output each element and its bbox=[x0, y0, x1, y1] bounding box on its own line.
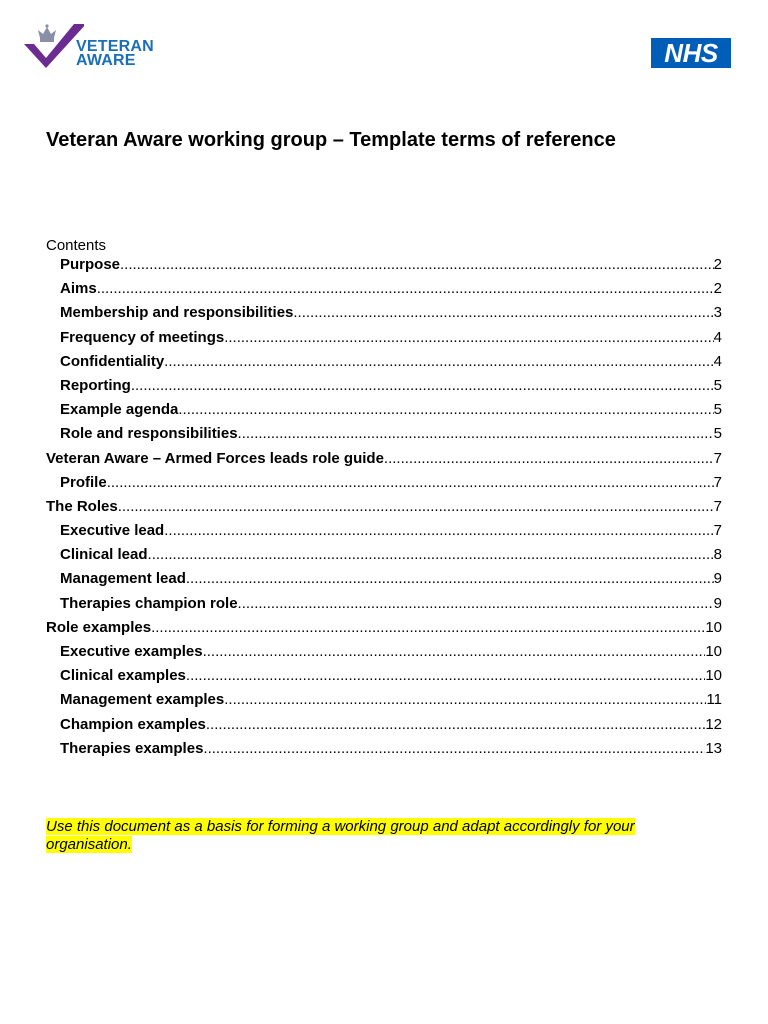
toc-page-number: 9 bbox=[713, 594, 722, 612]
toc-page-number: 4 bbox=[713, 352, 722, 370]
table-of-contents bbox=[46, 255, 722, 763]
veteran-aware-wordmark bbox=[76, 40, 154, 68]
toc-page-number: 5 bbox=[713, 376, 722, 394]
toc-entry[interactable] bbox=[46, 473, 722, 497]
toc-entry[interactable] bbox=[46, 424, 722, 448]
toc-leader-dots bbox=[120, 255, 714, 275]
toc-page-number: 4 bbox=[713, 328, 722, 346]
toc-entry-label: Champion examples bbox=[60, 715, 206, 733]
toc-entry[interactable] bbox=[46, 594, 722, 618]
toc-page-number: 9 bbox=[713, 570, 722, 588]
toc-entry[interactable] bbox=[46, 352, 722, 376]
toc-entry-label: Membership and responsibilities bbox=[60, 304, 294, 322]
highlighted-note-text: Use this document as a basis for forming a working group and adapt accordingly for your organisation. bbox=[46, 818, 635, 853]
toc-leader-dots bbox=[238, 594, 714, 614]
toc-entry-label: Reporting bbox=[60, 376, 131, 394]
toc-entry[interactable] bbox=[46, 376, 722, 400]
toc-entry[interactable] bbox=[46, 279, 722, 303]
toc-entry[interactable] bbox=[46, 328, 722, 352]
toc-entry-label: Executive lead bbox=[60, 522, 165, 540]
toc-page-number: 13 bbox=[705, 739, 722, 757]
toc-entry[interactable] bbox=[46, 400, 722, 424]
toc-leader-dots bbox=[384, 449, 714, 469]
toc-leader-dots bbox=[118, 497, 714, 517]
toc-leader-dots bbox=[186, 666, 705, 686]
toc-entry[interactable] bbox=[46, 618, 722, 642]
toc-entry-label: The Roles bbox=[46, 497, 118, 515]
toc-entry[interactable] bbox=[46, 642, 722, 666]
toc-entry-label: Management lead bbox=[60, 570, 186, 588]
toc-entry[interactable] bbox=[46, 739, 722, 763]
veteran-aware-line1: VETERAN bbox=[76, 38, 154, 55]
instruction-note bbox=[46, 818, 686, 854]
toc-entry[interactable] bbox=[46, 497, 722, 521]
toc-page-number: 2 bbox=[713, 256, 722, 273]
toc-entry-label: Clinical lead bbox=[60, 546, 148, 564]
toc-entry-label: Role examples bbox=[46, 618, 152, 636]
toc-entry[interactable] bbox=[46, 303, 722, 327]
toc-leader-dots bbox=[131, 376, 714, 396]
toc-leader-dots bbox=[293, 303, 713, 323]
toc-page-number: 2 bbox=[713, 280, 722, 298]
toc-leader-dots bbox=[107, 473, 714, 493]
toc-page-number: 10 bbox=[705, 667, 722, 685]
toc-entry[interactable] bbox=[46, 545, 722, 569]
toc-leader-dots bbox=[178, 400, 713, 420]
toc-leader-dots bbox=[203, 642, 706, 662]
toc-leader-dots bbox=[224, 690, 706, 710]
toc-entry[interactable] bbox=[46, 666, 722, 690]
toc-entry-label: Role and responsibilities bbox=[60, 425, 238, 443]
toc-page-number: 12 bbox=[705, 715, 722, 733]
toc-leader-dots bbox=[97, 279, 714, 299]
veteran-aware-logo bbox=[24, 20, 164, 70]
contents-heading: Contents bbox=[46, 237, 107, 254]
toc-entry[interactable] bbox=[46, 449, 722, 473]
toc-leader-dots bbox=[186, 569, 714, 589]
toc-entry-label: Frequency of meetings bbox=[60, 328, 225, 346]
toc-page-number: 10 bbox=[705, 643, 722, 660]
nhs-logo: NHS bbox=[651, 38, 731, 68]
toc-leader-dots bbox=[164, 352, 713, 372]
toc-entry-label: Management examples bbox=[60, 691, 225, 709]
toc-entry-label: Veteran Aware – Armed Forces leads role guide bbox=[46, 449, 384, 467]
toc-leader-dots bbox=[164, 521, 713, 541]
checkmark-crown-icon bbox=[24, 20, 84, 70]
veteran-aware-line2: AWARE bbox=[76, 52, 136, 69]
toc-leader-dots bbox=[224, 328, 713, 348]
toc-entry-label: Therapies examples bbox=[60, 739, 204, 757]
toc-entry[interactable] bbox=[46, 255, 722, 279]
toc-page-number: 8 bbox=[713, 546, 722, 564]
toc-entry-label: Profile bbox=[60, 473, 107, 491]
toc-page-number: 10 bbox=[705, 618, 722, 636]
toc-entry[interactable] bbox=[46, 690, 722, 714]
toc-page-number: 7 bbox=[713, 497, 722, 515]
toc-page-number: 7 bbox=[713, 449, 722, 467]
document-title: Veteran Aware working group – Template terms of reference bbox=[46, 129, 616, 151]
toc-entry-label: Example agenda bbox=[60, 401, 179, 419]
toc-entry-label: Executive examples bbox=[60, 643, 203, 660]
toc-leader-dots bbox=[151, 618, 705, 638]
toc-page-number: 7 bbox=[713, 522, 722, 540]
toc-leader-dots bbox=[203, 739, 705, 759]
toc-page-number: 11 bbox=[706, 691, 722, 709]
toc-entry-label: Clinical examples bbox=[60, 667, 186, 685]
toc-entry[interactable] bbox=[46, 715, 722, 739]
toc-leader-dots bbox=[238, 424, 714, 444]
toc-entry-label: Purpose bbox=[60, 256, 121, 273]
toc-leader-dots bbox=[206, 715, 705, 735]
toc-entry-label: Confidentiality bbox=[60, 352, 165, 370]
toc-entry[interactable] bbox=[46, 569, 722, 593]
toc-page-number: 3 bbox=[713, 304, 722, 322]
toc-page-number: 7 bbox=[713, 473, 722, 491]
toc-entry-label: Therapies champion role bbox=[60, 594, 238, 612]
toc-page-number: 5 bbox=[713, 401, 722, 419]
toc-page-number: 5 bbox=[713, 425, 722, 443]
toc-entry[interactable] bbox=[46, 521, 722, 545]
toc-leader-dots bbox=[148, 545, 714, 565]
toc-entry-label: Aims bbox=[60, 280, 97, 298]
